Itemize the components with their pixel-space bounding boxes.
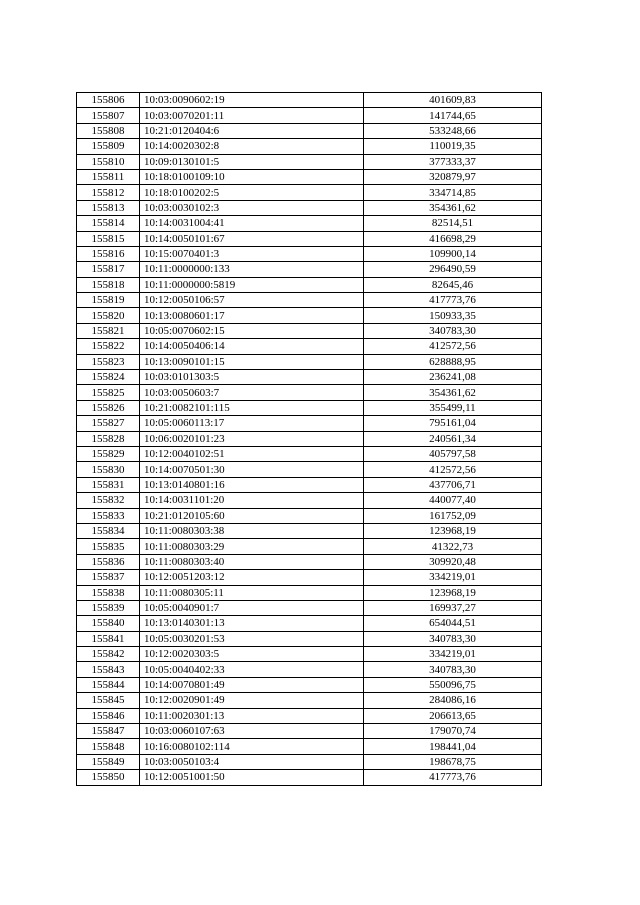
row-id-cell: 155820 xyxy=(77,308,140,323)
row-id-cell: 155822 xyxy=(77,339,140,354)
row-id-cell: 155815 xyxy=(77,231,140,246)
amount-cell: 236241,08 xyxy=(364,370,542,385)
table-row xyxy=(77,370,542,385)
table-row xyxy=(77,416,542,431)
table-row xyxy=(77,539,542,554)
table-row xyxy=(77,493,542,508)
cadastral-number-cell: 10:11:0000000:133 xyxy=(140,262,364,277)
cadastral-number-cell: 10:11:0080303:38 xyxy=(140,523,364,538)
cadastral-number-cell: 10:11:0080305:11 xyxy=(140,585,364,600)
table-row xyxy=(77,693,542,708)
cadastral-number-cell: 10:12:0020901:49 xyxy=(140,693,364,708)
table-row xyxy=(77,154,542,169)
cadastral-number-cell: 10:11:0080303:29 xyxy=(140,539,364,554)
cadastral-number-cell: 10:03:0090602:19 xyxy=(140,93,364,108)
amount-cell: 795161,04 xyxy=(364,416,542,431)
cadastral-number-cell: 10:13:0080601:17 xyxy=(140,308,364,323)
amount-cell: 628888,95 xyxy=(364,354,542,369)
amount-cell: 416698,29 xyxy=(364,231,542,246)
amount-cell: 417773,76 xyxy=(364,770,542,785)
row-id-cell: 155832 xyxy=(77,493,140,508)
cadastral-number-cell: 10:11:0000000:5819 xyxy=(140,277,364,292)
table-row xyxy=(77,262,542,277)
data-table xyxy=(76,92,542,786)
cadastral-number-cell: 10:21:0120105:60 xyxy=(140,508,364,523)
cadastral-number-cell: 10:18:0100202:5 xyxy=(140,185,364,200)
table-row xyxy=(77,508,542,523)
cadastral-number-cell: 10:09:0130101:5 xyxy=(140,154,364,169)
table-row xyxy=(77,477,542,492)
row-id-cell: 155848 xyxy=(77,739,140,754)
table-row xyxy=(77,431,542,446)
amount-cell: 401609,83 xyxy=(364,93,542,108)
cadastral-number-cell: 10:21:0082101:115 xyxy=(140,400,364,415)
amount-cell: 440077,40 xyxy=(364,493,542,508)
row-id-cell: 155849 xyxy=(77,754,140,769)
row-id-cell: 155818 xyxy=(77,277,140,292)
cadastral-number-cell: 10:06:0020101:23 xyxy=(140,431,364,446)
row-id-cell: 155829 xyxy=(77,446,140,461)
table-row xyxy=(77,123,542,138)
amount-cell: 110019,35 xyxy=(364,139,542,154)
amount-cell: 417773,76 xyxy=(364,293,542,308)
amount-cell: 340783,30 xyxy=(364,323,542,338)
table-row xyxy=(77,108,542,123)
row-id-cell: 155814 xyxy=(77,216,140,231)
amount-cell: 161752,09 xyxy=(364,508,542,523)
cadastral-number-cell: 10:14:0050406:14 xyxy=(140,339,364,354)
amount-cell: 198678,75 xyxy=(364,754,542,769)
row-id-cell: 155840 xyxy=(77,616,140,631)
amount-cell: 533248,66 xyxy=(364,123,542,138)
amount-cell: 412572,56 xyxy=(364,462,542,477)
table-row xyxy=(77,400,542,415)
cadastral-number-cell: 10:13:0090101:15 xyxy=(140,354,364,369)
row-id-cell: 155817 xyxy=(77,262,140,277)
row-id-cell: 155807 xyxy=(77,108,140,123)
amount-cell: 405797,58 xyxy=(364,446,542,461)
row-id-cell: 155810 xyxy=(77,154,140,169)
row-id-cell: 155826 xyxy=(77,400,140,415)
table-row xyxy=(77,246,542,261)
table-row xyxy=(77,231,542,246)
cadastral-number-cell: 10:15:0070401:3 xyxy=(140,246,364,261)
table-row xyxy=(77,708,542,723)
cadastral-number-cell: 10:12:0050106:57 xyxy=(140,293,364,308)
table-body xyxy=(77,93,542,786)
cadastral-number-cell: 10:05:0040402:33 xyxy=(140,662,364,677)
row-id-cell: 155819 xyxy=(77,293,140,308)
amount-cell: 320879,97 xyxy=(364,169,542,184)
cadastral-number-cell: 10:03:0050103:4 xyxy=(140,754,364,769)
row-id-cell: 155808 xyxy=(77,123,140,138)
table-row xyxy=(77,677,542,692)
cadastral-number-cell: 10:14:0020302:8 xyxy=(140,139,364,154)
cadastral-number-cell: 10:12:0051001:50 xyxy=(140,770,364,785)
amount-cell: 354361,62 xyxy=(364,385,542,400)
table-row xyxy=(77,139,542,154)
amount-cell: 437706,71 xyxy=(364,477,542,492)
cadastral-number-cell: 10:14:0070501:30 xyxy=(140,462,364,477)
cadastral-number-cell: 10:14:0070801:49 xyxy=(140,677,364,692)
amount-cell: 550096,75 xyxy=(364,677,542,692)
row-id-cell: 155843 xyxy=(77,662,140,677)
amount-cell: 334219,01 xyxy=(364,570,542,585)
cadastral-number-cell: 10:12:0051203:12 xyxy=(140,570,364,585)
row-id-cell: 155839 xyxy=(77,600,140,615)
cadastral-number-cell: 10:12:0040102:51 xyxy=(140,446,364,461)
amount-cell: 354361,62 xyxy=(364,200,542,215)
table-row xyxy=(77,739,542,754)
table-row xyxy=(77,339,542,354)
cadastral-number-cell: 10:03:0030102:3 xyxy=(140,200,364,215)
amount-cell: 296490,59 xyxy=(364,262,542,277)
table-row xyxy=(77,354,542,369)
table-row xyxy=(77,293,542,308)
table-row xyxy=(77,631,542,646)
row-id-cell: 155811 xyxy=(77,169,140,184)
table-row xyxy=(77,93,542,108)
row-id-cell: 155847 xyxy=(77,724,140,739)
table-row xyxy=(77,185,542,200)
cadastral-number-cell: 10:14:0050101:67 xyxy=(140,231,364,246)
row-id-cell: 155834 xyxy=(77,523,140,538)
row-id-cell: 155827 xyxy=(77,416,140,431)
table-row xyxy=(77,754,542,769)
table-row xyxy=(77,647,542,662)
cadastral-number-cell: 10:12:0020303:5 xyxy=(140,647,364,662)
amount-cell: 82645,46 xyxy=(364,277,542,292)
row-id-cell: 155842 xyxy=(77,647,140,662)
table-row xyxy=(77,200,542,215)
amount-cell: 198441,04 xyxy=(364,739,542,754)
cadastral-number-cell: 10:05:0030201:53 xyxy=(140,631,364,646)
row-id-cell: 155831 xyxy=(77,477,140,492)
amount-cell: 123968,19 xyxy=(364,523,542,538)
row-id-cell: 155841 xyxy=(77,631,140,646)
amount-cell: 179070,74 xyxy=(364,724,542,739)
cadastral-number-cell: 10:03:0060107:63 xyxy=(140,724,364,739)
cadastral-number-cell: 10:14:0031004:41 xyxy=(140,216,364,231)
row-id-cell: 155846 xyxy=(77,708,140,723)
table-row xyxy=(77,662,542,677)
table-row xyxy=(77,446,542,461)
row-id-cell: 155833 xyxy=(77,508,140,523)
amount-cell: 206613,65 xyxy=(364,708,542,723)
row-id-cell: 155816 xyxy=(77,246,140,261)
row-id-cell: 155824 xyxy=(77,370,140,385)
cadastral-number-cell: 10:11:0080303:40 xyxy=(140,554,364,569)
cadastral-number-cell: 10:21:0120404:6 xyxy=(140,123,364,138)
row-id-cell: 155813 xyxy=(77,200,140,215)
amount-cell: 284086,16 xyxy=(364,693,542,708)
row-id-cell: 155821 xyxy=(77,323,140,338)
table-row xyxy=(77,462,542,477)
amount-cell: 141744,65 xyxy=(364,108,542,123)
cadastral-number-cell: 10:03:0070201:11 xyxy=(140,108,364,123)
row-id-cell: 155835 xyxy=(77,539,140,554)
amount-cell: 340783,30 xyxy=(364,662,542,677)
cadastral-number-cell: 10:18:0100109:10 xyxy=(140,169,364,184)
row-id-cell: 155850 xyxy=(77,770,140,785)
row-id-cell: 155823 xyxy=(77,354,140,369)
table-row xyxy=(77,308,542,323)
amount-cell: 123968,19 xyxy=(364,585,542,600)
amount-cell: 377333,37 xyxy=(364,154,542,169)
amount-cell: 109900,14 xyxy=(364,246,542,261)
row-id-cell: 155838 xyxy=(77,585,140,600)
row-id-cell: 155806 xyxy=(77,93,140,108)
row-id-cell: 155836 xyxy=(77,554,140,569)
table-row xyxy=(77,216,542,231)
amount-cell: 309920,48 xyxy=(364,554,542,569)
row-id-cell: 155809 xyxy=(77,139,140,154)
row-id-cell: 155825 xyxy=(77,385,140,400)
row-id-cell: 155837 xyxy=(77,570,140,585)
table-row xyxy=(77,770,542,785)
cadastral-number-cell: 10:05:0040901:7 xyxy=(140,600,364,615)
row-id-cell: 155845 xyxy=(77,693,140,708)
amount-cell: 355499,11 xyxy=(364,400,542,415)
amount-cell: 169937,27 xyxy=(364,600,542,615)
amount-cell: 82514,51 xyxy=(364,216,542,231)
row-id-cell: 155828 xyxy=(77,431,140,446)
cadastral-number-cell: 10:05:0060113:17 xyxy=(140,416,364,431)
table-row xyxy=(77,523,542,538)
table-row xyxy=(77,277,542,292)
amount-cell: 654044,51 xyxy=(364,616,542,631)
cadastral-number-cell: 10:03:0101303:5 xyxy=(140,370,364,385)
table-row xyxy=(77,616,542,631)
cadastral-number-cell: 10:11:0020301:13 xyxy=(140,708,364,723)
table-row xyxy=(77,554,542,569)
cadastral-number-cell: 10:13:0140801:16 xyxy=(140,477,364,492)
table-row xyxy=(77,585,542,600)
amount-cell: 412572,56 xyxy=(364,339,542,354)
row-id-cell: 155844 xyxy=(77,677,140,692)
amount-cell: 240561,34 xyxy=(364,431,542,446)
row-id-cell: 155812 xyxy=(77,185,140,200)
table-row xyxy=(77,570,542,585)
amount-cell: 334219,01 xyxy=(364,647,542,662)
amount-cell: 150933,35 xyxy=(364,308,542,323)
cadastral-number-cell: 10:03:0050603:7 xyxy=(140,385,364,400)
table-row xyxy=(77,169,542,184)
cadastral-number-cell: 10:16:0080102:114 xyxy=(140,739,364,754)
cadastral-number-cell: 10:14:0031101:20 xyxy=(140,493,364,508)
cadastral-number-cell: 10:05:0070602:15 xyxy=(140,323,364,338)
table-row xyxy=(77,323,542,338)
amount-cell: 41322,73 xyxy=(364,539,542,554)
table-row xyxy=(77,600,542,615)
cadastral-number-cell: 10:13:0140301:13 xyxy=(140,616,364,631)
table-row xyxy=(77,724,542,739)
amount-cell: 340783,30 xyxy=(364,631,542,646)
row-id-cell: 155830 xyxy=(77,462,140,477)
amount-cell: 334714,85 xyxy=(364,185,542,200)
table-row xyxy=(77,385,542,400)
